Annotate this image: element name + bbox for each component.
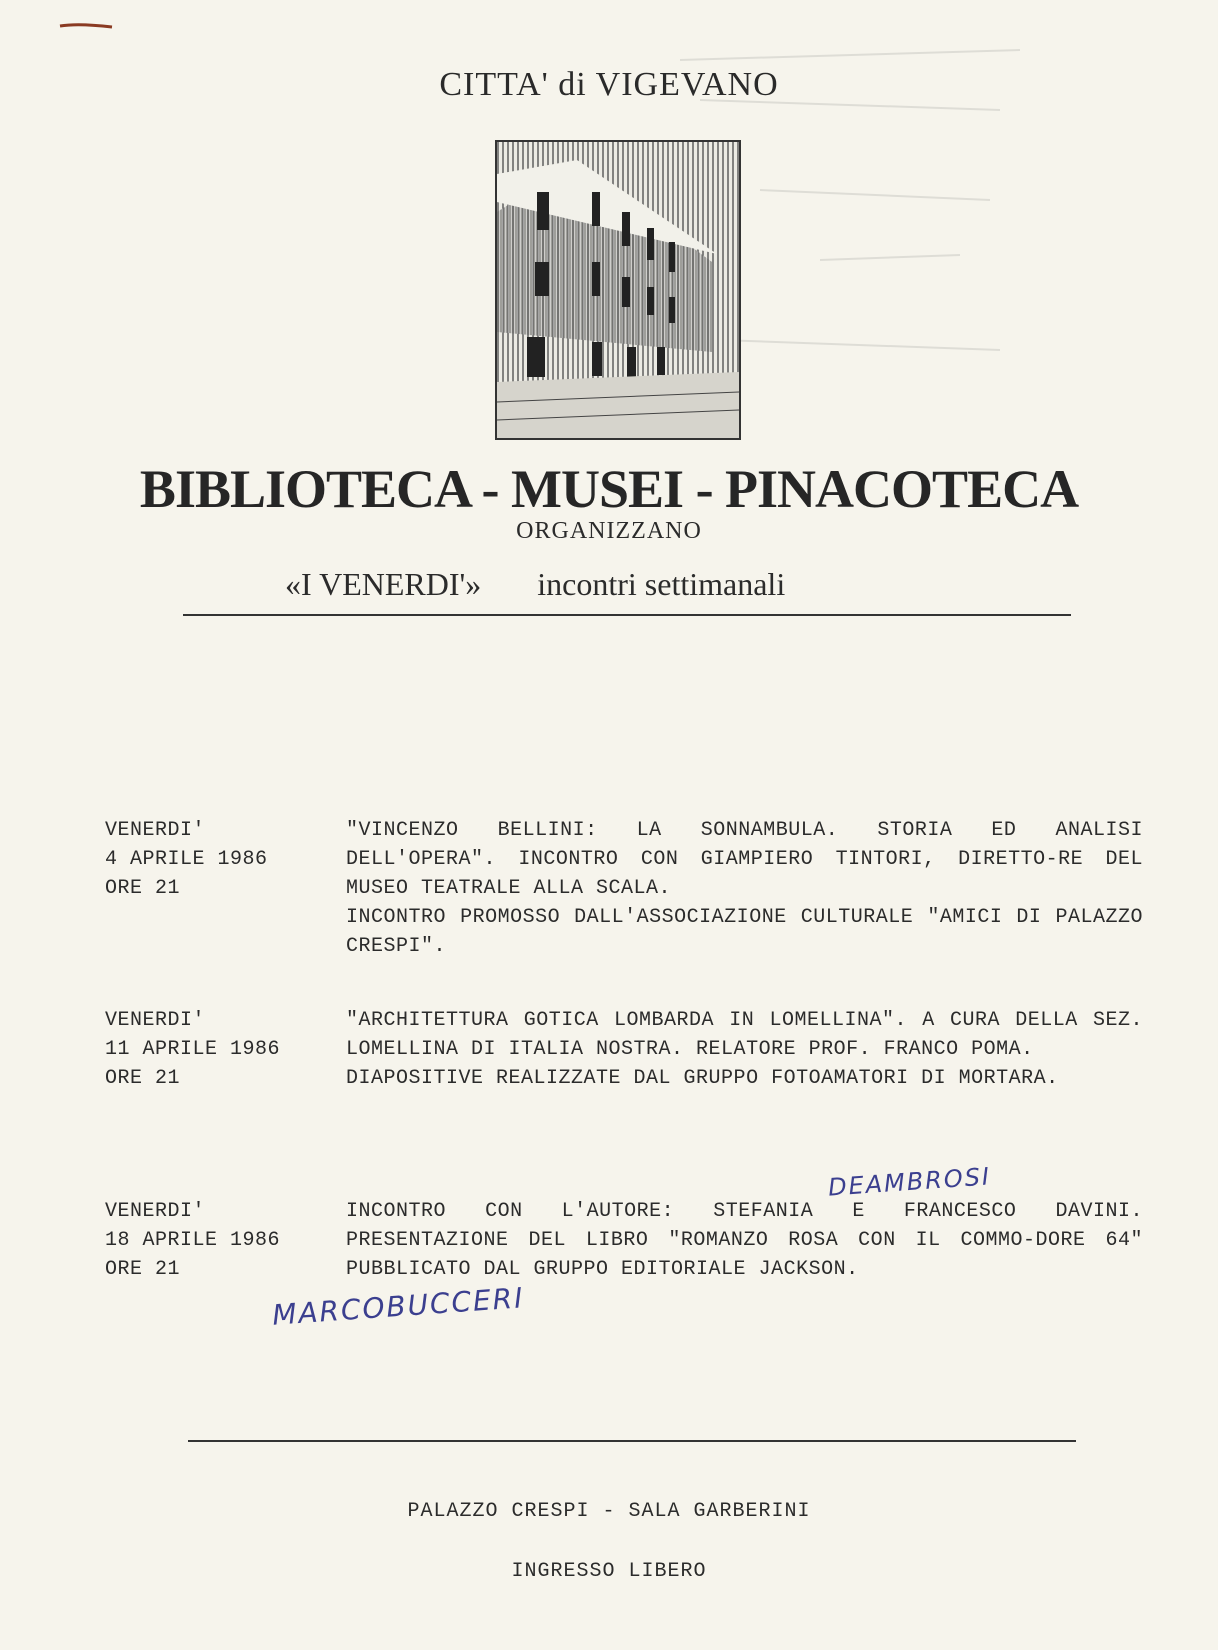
event-date-text: 4 APRILE 1986: [105, 848, 268, 871]
series-heading: [285, 566, 985, 603]
event-paragraph: DIAPOSITIVE REALIZZATE DAL GRUPPO FOTOAMATORI DI MORTARA.: [346, 1067, 1059, 1090]
top-divider: [183, 614, 1071, 616]
event-time: ORE 21: [105, 1067, 181, 1090]
stain-mark: [58, 22, 114, 30]
event-paragraph: INCONTRO PROMOSSO DALL'ASSOCIAZIONE CULTURALE "AMICI DI PALAZZO CRESPI".: [346, 906, 1143, 958]
event-date: [105, 816, 335, 903]
series-subtitle: incontri settimanali: [537, 566, 786, 602]
series-title: «I VENERDI'»: [285, 566, 482, 602]
event-day: VENERDI': [105, 819, 206, 842]
event-description: [346, 1006, 1143, 1093]
handwritten-annotation: MARCOBUCCERI: [271, 1281, 526, 1332]
event-paragraph: "ARCHITETTURA GOTICA LOMBARDA IN LOMELLINA". A CURA DELLA SEZ. LOMELLINA DI ITALIA NOSTRA. RELATORE PROF. FRANCO POMA.: [346, 1009, 1143, 1061]
building-engraving-icon: [495, 140, 741, 440]
event-date-text: 11 APRILE 1986: [105, 1038, 281, 1061]
event-day: VENERDI': [105, 1009, 206, 1032]
organization-title: BIBLIOTECA - MUSEI - PINACOTECA: [139, 459, 1079, 519]
event-date-text: 18 APRILE 1986: [105, 1229, 281, 1252]
event-paragraph: INCONTRO CON L'AUTORE: STEFANIA E FRANCESCO DAVINI. PRESENTAZIONE DEL LIBRO "ROMANZO ROSA CON IL COMMO-DORE 64" PUBBLICATO DAL GRUPPO EDITORIALE JACKSON.: [346, 1200, 1143, 1281]
city-heading: CITTA' di VIGEVANO: [439, 66, 779, 103]
event-paragraph: "VINCENZO BELLINI: LA SONNAMBULA. STORIA ED ANALISI DELL'OPERA". INCONTRO CON GIAMPIERO TINTORI, DIRETTO-RE DEL MUSEO TEATRALE ALLA SCALA.: [346, 819, 1143, 900]
event-day: VENERDI': [105, 1200, 206, 1223]
entry-text: INGRESSO LIBERO: [511, 1560, 707, 1583]
organizzano-label: ORGANIZZANO: [516, 518, 702, 544]
event-description: [346, 1197, 1143, 1284]
event-description: [346, 816, 1143, 961]
handwritten-annotation: DEAMBROSI: [827, 1162, 992, 1202]
event-date: [105, 1006, 335, 1093]
venue-text: PALAZZO CRESPI - SALA GARBERINI: [407, 1500, 811, 1523]
event-time: ORE 21: [105, 1258, 181, 1281]
bottom-divider: [188, 1440, 1076, 1442]
event-time: ORE 21: [105, 877, 181, 900]
event-date: [105, 1197, 335, 1284]
